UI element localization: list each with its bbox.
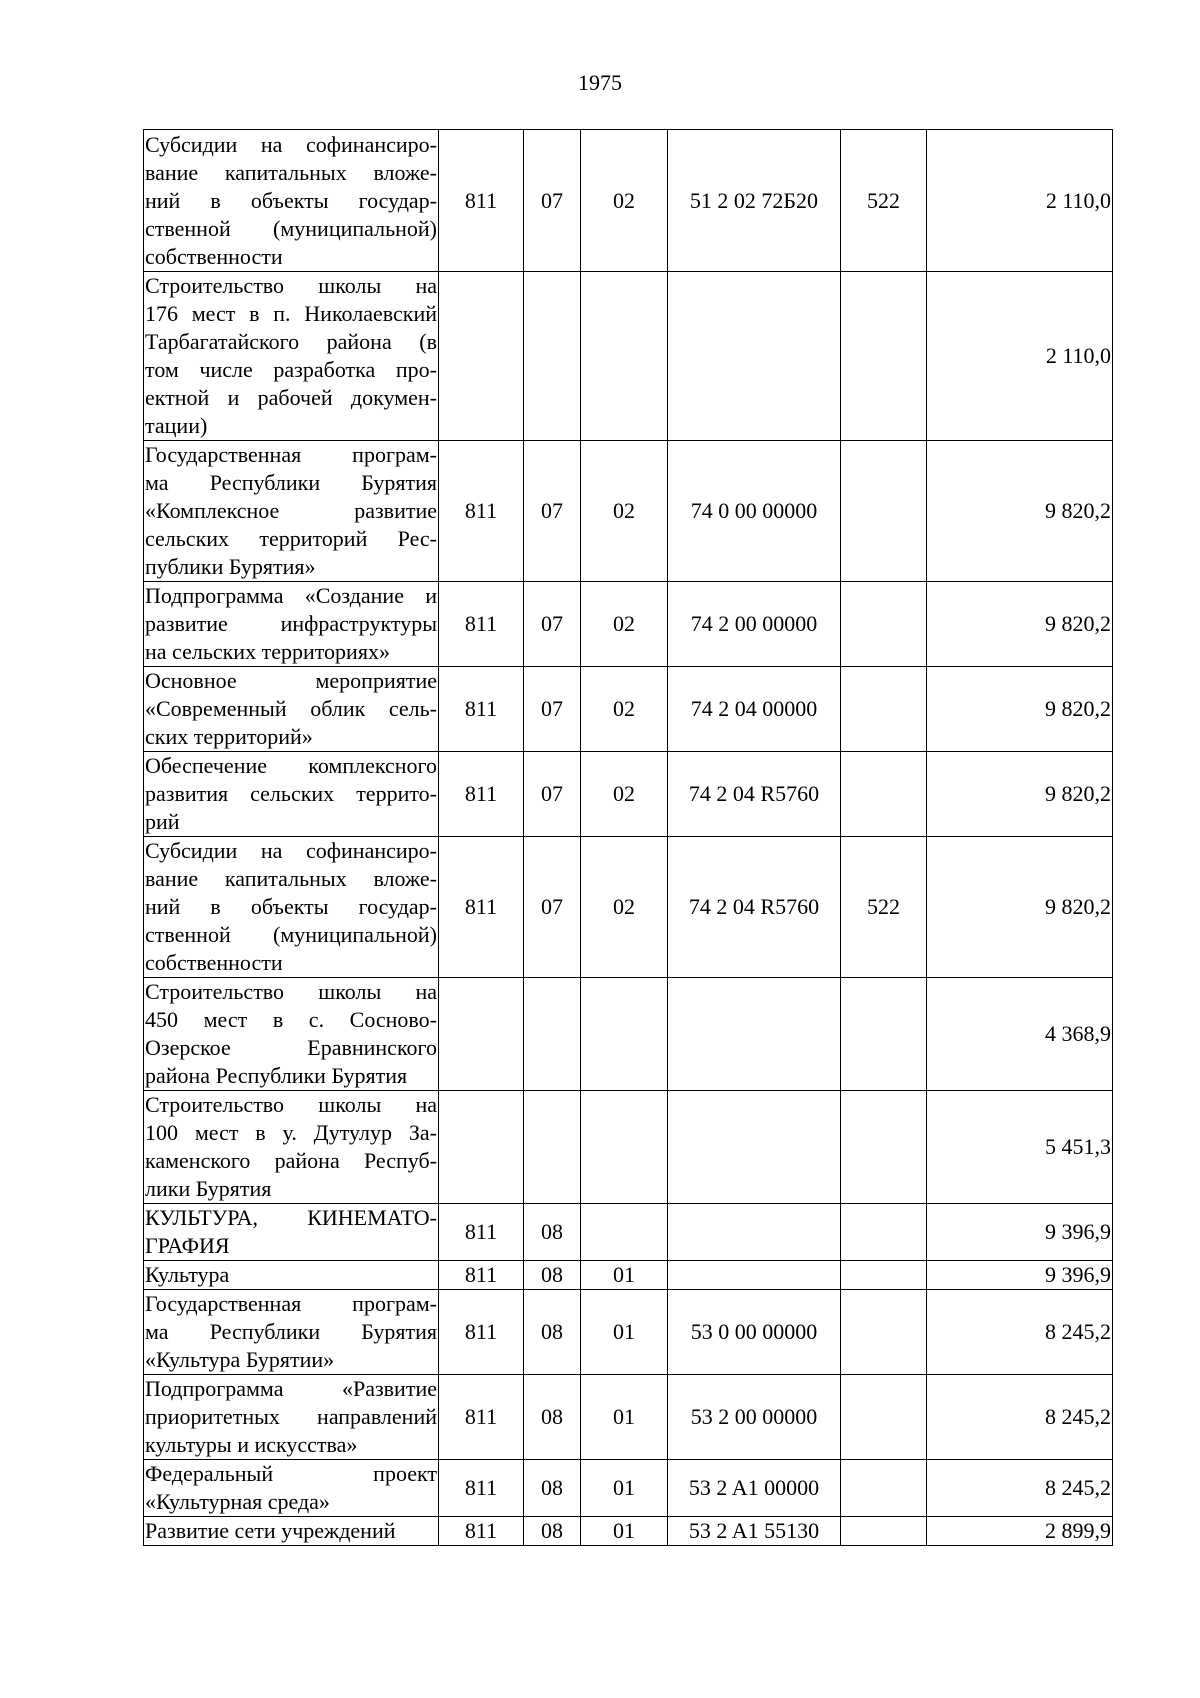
amount-cell: 9 820,2 bbox=[927, 667, 1113, 752]
grbs-code-cell: 811 bbox=[439, 667, 524, 752]
table-row bbox=[144, 837, 1113, 978]
target-article-cell: 53 2 A1 55130 bbox=[668, 1517, 841, 1546]
item-name-line: района Республики Бурятия bbox=[145, 1063, 408, 1088]
table-row bbox=[144, 1261, 1113, 1290]
item-name-cell bbox=[144, 1091, 439, 1204]
item-name-line: Озерское Еравнинского bbox=[145, 1035, 437, 1060]
target-article-cell: 53 0 00 00000 bbox=[668, 1290, 841, 1375]
item-name-line: Обеспечение комплексного bbox=[145, 753, 437, 778]
page-number: 1975 bbox=[578, 70, 622, 95]
item-name-line: приоритетных направлений bbox=[145, 1404, 437, 1429]
amount-cell: 5 451,3 bbox=[927, 1091, 1113, 1204]
subsection-code-cell: 01 bbox=[581, 1460, 668, 1517]
item-name-line: вание капитальных вложе- bbox=[145, 866, 437, 891]
table-row bbox=[144, 1460, 1113, 1517]
grbs-code-cell bbox=[439, 978, 524, 1091]
target-article-cell: 53 2 A1 00000 bbox=[668, 1460, 841, 1517]
budget-table bbox=[143, 129, 1113, 1546]
item-name-line: ГРАФИЯ bbox=[145, 1233, 230, 1258]
target-article-cell bbox=[668, 1091, 841, 1204]
grbs-code-cell: 811 bbox=[439, 1290, 524, 1375]
expense-type-cell bbox=[841, 667, 927, 752]
expense-type-cell bbox=[841, 1290, 927, 1375]
amount-cell: 9 396,9 bbox=[927, 1204, 1113, 1261]
item-name-cell bbox=[144, 667, 439, 752]
item-name-line: Субсидии на софинансиро- bbox=[145, 838, 437, 863]
section-code-cell: 07 bbox=[524, 441, 581, 582]
item-name-cell bbox=[144, 272, 439, 441]
amount-cell: 4 368,9 bbox=[927, 978, 1113, 1091]
amount-cell: 9 820,2 bbox=[927, 837, 1113, 978]
item-name-line: собственности bbox=[145, 243, 283, 269]
table-row bbox=[144, 978, 1113, 1091]
item-name-line: сельских территорий Рес- bbox=[145, 526, 437, 551]
expense-type-cell bbox=[841, 1261, 927, 1290]
grbs-code-cell bbox=[439, 1091, 524, 1204]
item-name-cell bbox=[144, 752, 439, 837]
table-row bbox=[144, 1204, 1113, 1261]
item-name-line: Строительство школы на bbox=[145, 273, 437, 298]
grbs-code-cell: 811 bbox=[439, 1460, 524, 1517]
item-name-cell bbox=[144, 1375, 439, 1460]
amount-cell: 2 110,0 bbox=[927, 130, 1113, 272]
section-code-cell: 07 bbox=[524, 130, 581, 272]
target-article-cell: 74 2 04 R5760 bbox=[668, 837, 841, 978]
subsection-code-cell: 01 bbox=[581, 1261, 668, 1290]
item-name-line: 100 мест в у. Дутулур За- bbox=[145, 1120, 437, 1145]
table-body bbox=[144, 130, 1113, 1546]
item-name-cell bbox=[144, 978, 439, 1091]
item-name-line: Подпрограмма «Развитие bbox=[145, 1376, 437, 1401]
section-code-cell: 07 bbox=[524, 752, 581, 837]
subsection-code-cell: 01 bbox=[581, 1375, 668, 1460]
target-article-cell: 74 2 00 00000 bbox=[668, 582, 841, 667]
target-article-cell: 74 0 00 00000 bbox=[668, 441, 841, 582]
subsection-code-cell: 02 bbox=[581, 441, 668, 582]
item-name-cell bbox=[144, 1204, 439, 1261]
subsection-code-cell bbox=[581, 1091, 668, 1204]
table-row bbox=[144, 130, 1113, 272]
item-name-line: вание капитальных вложе- bbox=[145, 159, 437, 185]
expense-type-cell: 522 bbox=[841, 837, 927, 978]
grbs-code-cell bbox=[439, 272, 524, 441]
expense-type-cell bbox=[841, 752, 927, 837]
section-code-cell: 08 bbox=[524, 1375, 581, 1460]
item-name-line: собственности bbox=[145, 950, 283, 975]
item-name-line: «Культурная среда» bbox=[145, 1489, 330, 1514]
grbs-code-cell: 811 bbox=[439, 752, 524, 837]
item-name-cell bbox=[144, 1261, 439, 1290]
item-name-cell bbox=[144, 837, 439, 978]
item-name-line: 450 мест в с. Сосново- bbox=[145, 1007, 437, 1032]
section-code-cell: 07 bbox=[524, 837, 581, 978]
amount-cell: 2 110,0 bbox=[927, 272, 1113, 441]
table-row bbox=[144, 441, 1113, 582]
target-article-cell bbox=[668, 1261, 841, 1290]
expense-type-cell bbox=[841, 1204, 927, 1261]
table-row bbox=[144, 752, 1113, 837]
grbs-code-cell: 811 bbox=[439, 1204, 524, 1261]
item-name-cell bbox=[144, 441, 439, 582]
item-name-line: 176 мест в п. Николаевский bbox=[145, 301, 437, 326]
item-name-line: Строительство школы на bbox=[145, 979, 437, 1004]
amount-cell: 8 245,2 bbox=[927, 1290, 1113, 1375]
item-name-line: ма Республики Бурятия bbox=[145, 1319, 437, 1344]
amount-cell: 9 820,2 bbox=[927, 752, 1113, 837]
table-row bbox=[144, 582, 1113, 667]
item-name-line: Основное мероприятие bbox=[145, 668, 437, 693]
item-name-line: ственной (муниципальной) bbox=[145, 215, 437, 241]
item-name-cell bbox=[144, 130, 439, 272]
section-code-cell bbox=[524, 272, 581, 441]
item-name-line: «Комплексное развитие bbox=[145, 498, 437, 523]
grbs-code-cell: 811 bbox=[439, 582, 524, 667]
section-code-cell: 07 bbox=[524, 667, 581, 752]
item-name-line: Строительство школы на bbox=[145, 1092, 437, 1117]
amount-cell: 9 820,2 bbox=[927, 582, 1113, 667]
item-name-line: ний в объекты государ- bbox=[145, 187, 437, 213]
target-article-cell: 74 2 04 00000 bbox=[668, 667, 841, 752]
item-name-line: развитие инфраструктуры bbox=[145, 611, 437, 636]
subsection-code-cell: 02 bbox=[581, 130, 668, 272]
subsection-code-cell bbox=[581, 272, 668, 441]
table-row bbox=[144, 667, 1113, 752]
item-name-line: рий bbox=[145, 809, 180, 834]
item-name-line: Культура bbox=[145, 1262, 230, 1287]
expense-type-cell bbox=[841, 978, 927, 1091]
subsection-code-cell: 01 bbox=[581, 1290, 668, 1375]
amount-cell: 8 245,2 bbox=[927, 1460, 1113, 1517]
item-name-line: лики Бурятия bbox=[145, 1176, 272, 1201]
grbs-code-cell: 811 bbox=[439, 441, 524, 582]
item-name-line: «Современный облик сель- bbox=[145, 696, 437, 721]
item-name-line: на сельских территориях» bbox=[145, 639, 390, 664]
item-name-line: ектной и рабочей докумен- bbox=[145, 385, 437, 410]
table-row bbox=[144, 272, 1113, 441]
amount-cell: 9 820,2 bbox=[927, 441, 1113, 582]
item-name-line: развития сельских террито- bbox=[145, 781, 437, 806]
item-name-line: Федеральный проект bbox=[145, 1461, 437, 1486]
item-name-line: Развитие сети учреждений bbox=[145, 1518, 396, 1543]
subsection-code-cell: 02 bbox=[581, 582, 668, 667]
subsection-code-cell: 02 bbox=[581, 667, 668, 752]
item-name-line: культуры и искусства» bbox=[145, 1432, 358, 1457]
item-name-line: Государственная програм- bbox=[145, 442, 437, 467]
item-name-line: ма Республики Бурятия bbox=[145, 470, 437, 495]
item-name-line: Подпрограмма «Создание и bbox=[145, 583, 437, 608]
expense-type-cell bbox=[841, 1375, 927, 1460]
target-article-cell bbox=[668, 272, 841, 441]
grbs-code-cell: 811 bbox=[439, 1261, 524, 1290]
item-name-line: Тарбагатайского района (в bbox=[145, 329, 437, 354]
table-row bbox=[144, 1091, 1113, 1204]
subsection-code-cell bbox=[581, 1204, 668, 1261]
grbs-code-cell: 811 bbox=[439, 1517, 524, 1546]
section-code-cell: 08 bbox=[524, 1517, 581, 1546]
section-code-cell: 08 bbox=[524, 1261, 581, 1290]
section-code-cell: 08 bbox=[524, 1290, 581, 1375]
expense-type-cell: 522 bbox=[841, 130, 927, 272]
item-name-line: Государственная програм- bbox=[145, 1291, 437, 1316]
expense-type-cell bbox=[841, 582, 927, 667]
table-row bbox=[144, 1375, 1113, 1460]
expense-type-cell bbox=[841, 272, 927, 441]
item-name-cell bbox=[144, 582, 439, 667]
item-name-line: «Культура Бурятии» bbox=[145, 1347, 335, 1372]
section-code-cell bbox=[524, 1091, 581, 1204]
item-name-line: публики Бурятия» bbox=[145, 554, 316, 579]
amount-cell: 9 396,9 bbox=[927, 1261, 1113, 1290]
item-name-cell bbox=[144, 1517, 439, 1546]
amount-cell: 2 899,9 bbox=[927, 1517, 1113, 1546]
item-name-line: ских территорий» bbox=[145, 724, 313, 749]
section-code-cell: 07 bbox=[524, 582, 581, 667]
target-article-cell: 53 2 00 00000 bbox=[668, 1375, 841, 1460]
table-row bbox=[144, 1517, 1113, 1546]
item-name-cell bbox=[144, 1290, 439, 1375]
section-code-cell: 08 bbox=[524, 1204, 581, 1261]
section-code-cell bbox=[524, 978, 581, 1091]
amount-cell: 8 245,2 bbox=[927, 1375, 1113, 1460]
grbs-code-cell: 811 bbox=[439, 130, 524, 272]
target-article-cell bbox=[668, 978, 841, 1091]
subsection-code-cell bbox=[581, 978, 668, 1091]
subsection-code-cell: 02 bbox=[581, 752, 668, 837]
item-name-line: том числе разработка про- bbox=[145, 357, 437, 382]
item-name-cell bbox=[144, 1460, 439, 1517]
expense-type-cell bbox=[841, 1460, 927, 1517]
section-code-cell: 08 bbox=[524, 1460, 581, 1517]
grbs-code-cell: 811 bbox=[439, 1375, 524, 1460]
expense-type-cell bbox=[841, 1517, 927, 1546]
subsection-code-cell: 02 bbox=[581, 837, 668, 978]
expense-type-cell bbox=[841, 1091, 927, 1204]
expense-type-cell bbox=[841, 441, 927, 582]
item-name-line: Субсидии на софинансиро- bbox=[145, 131, 437, 157]
grbs-code-cell: 811 bbox=[439, 837, 524, 978]
item-name-line: ственной (муниципальной) bbox=[145, 922, 437, 947]
table-row bbox=[144, 1290, 1113, 1375]
target-article-cell bbox=[668, 1204, 841, 1261]
item-name-line: каменского района Респуб- bbox=[145, 1148, 437, 1173]
item-name-line: КУЛЬТУРА, КИНЕМАТО- bbox=[145, 1205, 437, 1230]
target-article-cell: 51 2 02 72Б20 bbox=[668, 130, 841, 272]
item-name-line: ний в объекты государ- bbox=[145, 894, 437, 919]
target-article-cell: 74 2 04 R5760 bbox=[668, 752, 841, 837]
subsection-code-cell: 01 bbox=[581, 1517, 668, 1546]
item-name-line: тации) bbox=[145, 413, 208, 438]
